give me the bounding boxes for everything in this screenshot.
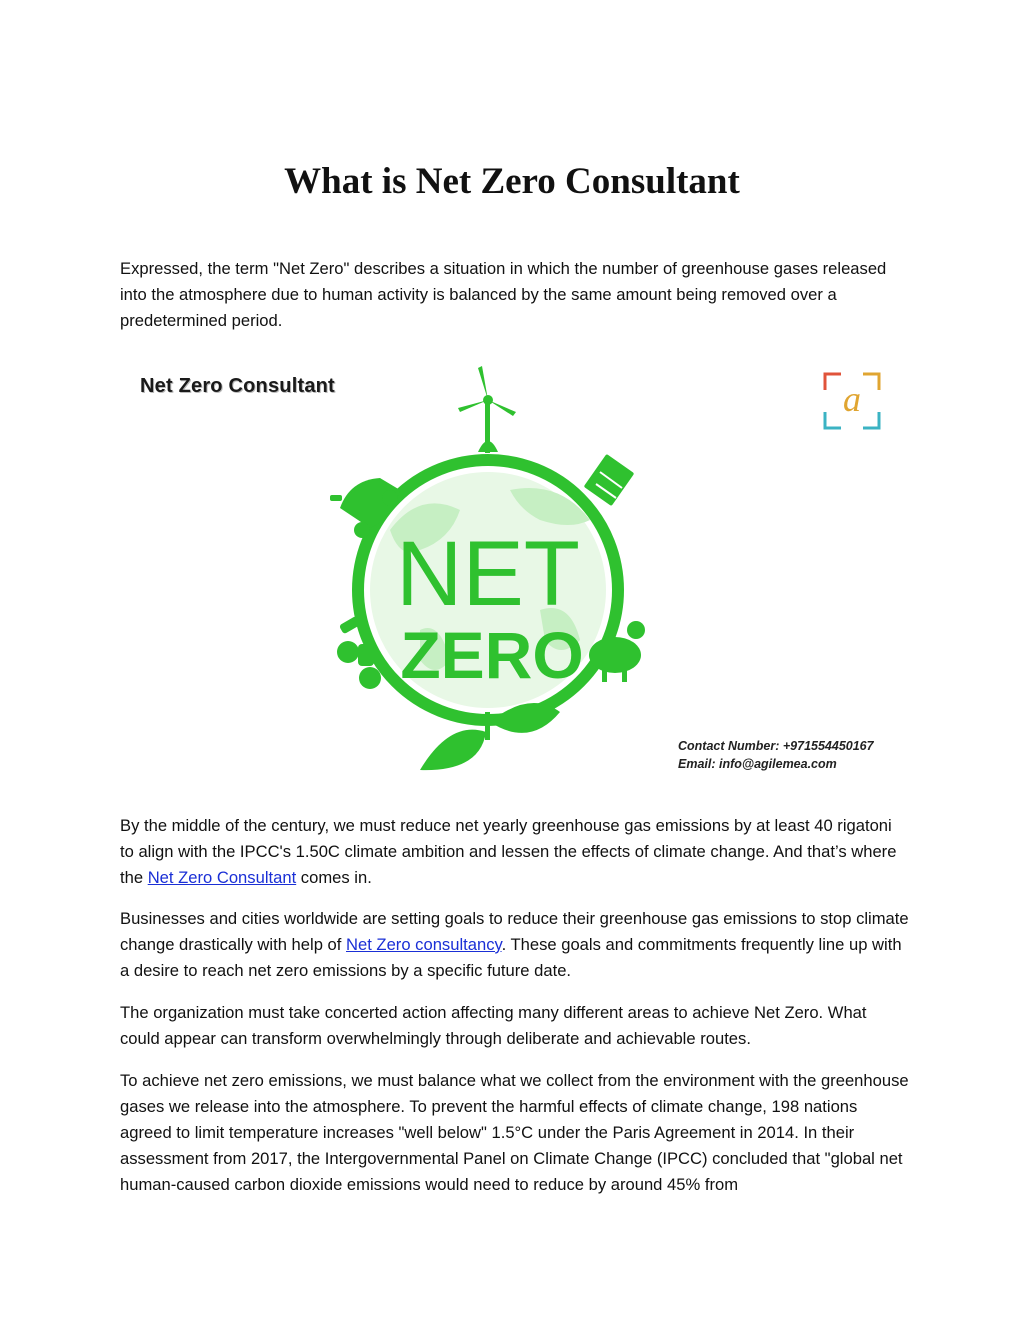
wind-turbine-icon [458, 366, 516, 453]
emblem-zero-text: ZERO [400, 618, 584, 692]
paragraph-2 [120, 906, 910, 984]
figure-heading: Net Zero Consultant [140, 375, 335, 397]
emblem-net-text: NET [396, 523, 580, 625]
net-zero-figure [120, 355, 910, 785]
net-zero-consultant-link[interactable]: Net Zero Consultant [147, 868, 297, 887]
intro-paragraph: Expressed, the term "Net Zero" describes a situation in which the number of greenhouse gases released into the atmosphere due to human activity is balanced by the same amount being removed over a predetermined period. [120, 259, 887, 330]
paragraph-1 [120, 813, 910, 891]
paragraph-2-text: Businesses and cities worldwide are setting goals to reduce their greenhouse gas emissions to stop climate change drastically with help of [120, 909, 909, 954]
contact-block [678, 737, 874, 773]
page-title: What is Net Zero Consultant [284, 161, 740, 202]
contact-email: Email: info@agilemea.com [678, 757, 837, 771]
solar-panel-icon [584, 454, 635, 506]
paragraph-4: To achieve net zero emissions, we must balance what we collect from the environment with the greenhouse gases we release into the atmosphere. To prevent the harmful effects of climate change, 198 nations agreed to limit temperature increases "well below" 1.5°C under the Paris Agreement in 2014. In their assessment from 2017, the Intergovernmental Panel on Climate Change (IPCC) concluded that "global net human-caused carbon dioxide emissions would need to reduce by around 45% from [120, 1071, 909, 1194]
net-zero-consultancy-link[interactable]: Net Zero consultancy [346, 935, 502, 954]
contact-number: Contact Number: +971554450167 [678, 739, 874, 753]
paragraph-1-tail: comes in. [296, 868, 372, 887]
net-zero-emblem [310, 360, 670, 780]
paragraph-1-text: By the middle of the century, we must reduce net yearly greenhouse gas emissions by at least 40 rigatoni to align with the IPCC's 1.50C climate ambition and lessen the effects of climate change. And that’s where the [120, 816, 897, 887]
paragraph-3: The organization must take concerted action affecting many different areas to achieve Net Zero. What could appear can transform overwhelmingly through deliberate and achievable routes. [120, 1003, 867, 1048]
logo-letter: a [843, 379, 861, 419]
agile-logo [823, 372, 881, 430]
paragraph-2-tail: . These goals and commitments frequently line up with a desire to reach net zero emissions by a specific future date. [120, 935, 902, 980]
